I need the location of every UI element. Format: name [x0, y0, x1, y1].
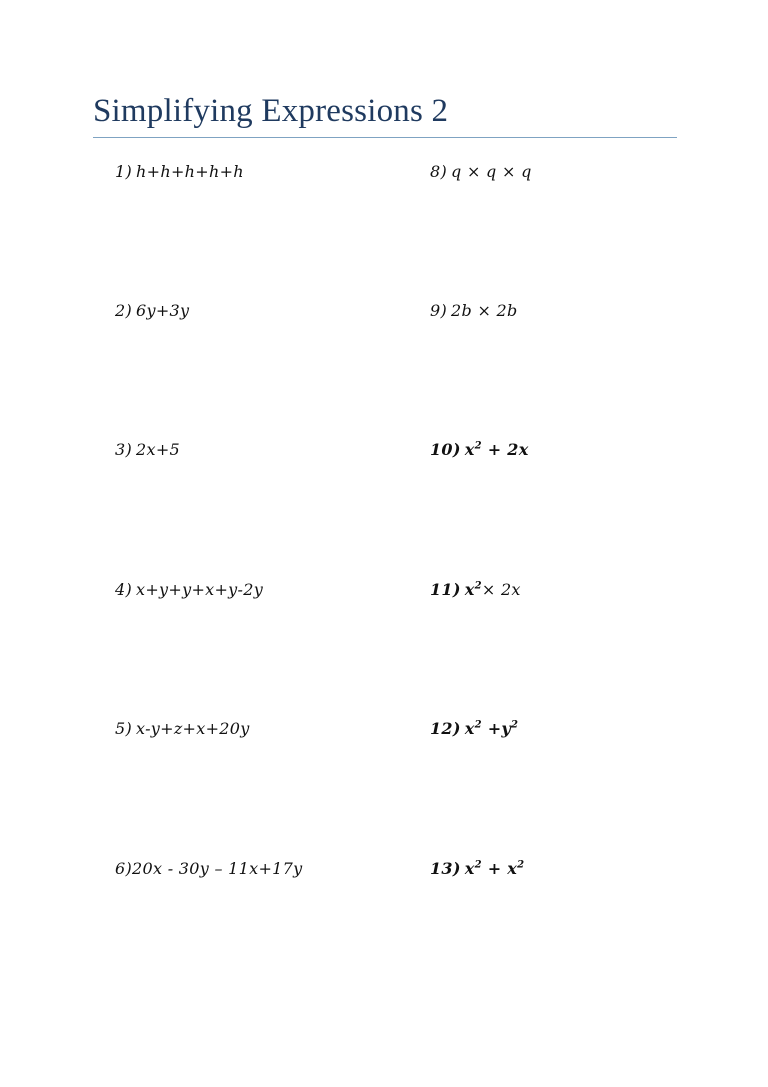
problem-expression-rest: + 2x [481, 440, 529, 459]
problem-8 [430, 162, 532, 181]
problem-6 [115, 859, 302, 878]
problem-number: 13) [430, 859, 461, 878]
problem-expression-rest: + x [481, 859, 518, 878]
problem-number: 11) [430, 580, 461, 599]
problem-expression: q × q × q [451, 162, 532, 181]
problem-expression: h+h+h+h+h [136, 162, 244, 181]
problem-expression: 20x - 30y – 11x+17y [132, 859, 303, 878]
problem-number: 2) [115, 301, 133, 320]
problem-number: 8) [430, 162, 448, 181]
problem-2 [115, 301, 189, 320]
exponent: 2 [474, 859, 482, 871]
problem-13 [430, 859, 524, 878]
problem-expression-base: x [464, 859, 475, 878]
problem-number: 1) [115, 162, 133, 181]
problem-expression: 6y+3y [136, 301, 190, 320]
problem-expression: 2b × 2b [451, 301, 518, 320]
problem-expression: x-y+z+x+20y [136, 719, 250, 738]
exponent: 2 [474, 580, 482, 592]
problem-expression-base: x [464, 719, 475, 738]
problem-9 [430, 301, 518, 320]
problem-expression-rest: +y [481, 719, 512, 738]
problem-number: 3) [115, 440, 133, 459]
problem-number: 12) [430, 719, 461, 738]
exponent: 2 [517, 859, 525, 871]
problem-expression: 2x+5 [136, 440, 181, 459]
problem-number: 9) [430, 301, 448, 320]
problem-number: 10) [430, 440, 461, 459]
problem-3 [115, 440, 180, 459]
page-title: Simplifying Expressions 2 [93, 93, 449, 129]
exponent: 2 [474, 719, 482, 731]
problem-number: 4) [115, 580, 133, 599]
problem-10 [430, 440, 529, 459]
exponent: 2 [511, 719, 519, 731]
problem-number: 5) [115, 719, 133, 738]
exponent: 2 [474, 440, 482, 452]
problem-1 [115, 162, 244, 181]
problem-4 [115, 580, 263, 599]
problem-expression: x+y+y+x+y-2y [136, 580, 264, 599]
problem-expression-rest: × 2x [481, 580, 521, 599]
problem-12 [430, 719, 518, 738]
problem-5 [115, 719, 250, 738]
title-underline [93, 137, 677, 138]
problem-11 [430, 580, 521, 599]
problem-expression-base: x [464, 580, 475, 599]
problem-expression-base: x [464, 440, 475, 459]
problem-number: 6) [115, 859, 133, 878]
